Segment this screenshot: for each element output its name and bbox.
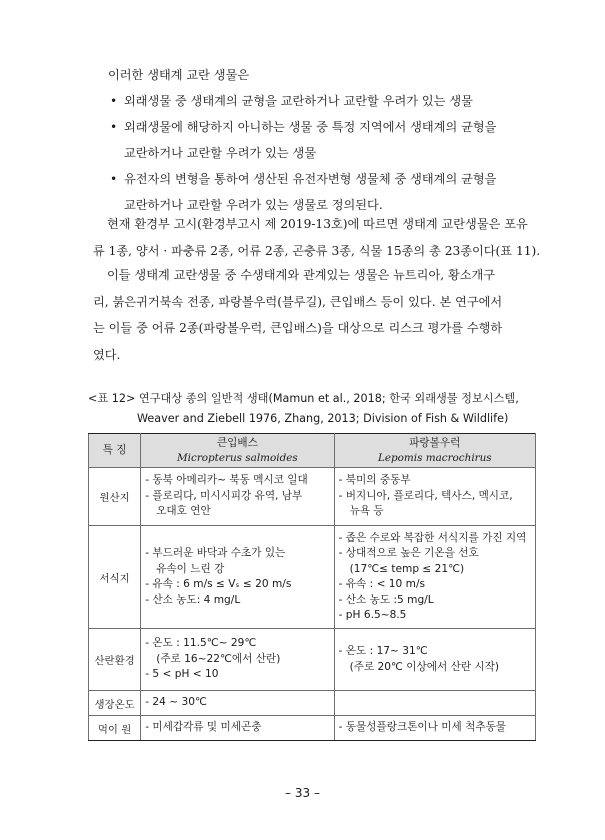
cell-line: - 동북 아메리카~ 북동 멕시코 일대: [145, 473, 329, 489]
cell-line: - 좁은 수로와 복잡한 서식지를 가진 지역: [339, 531, 531, 547]
table-row: [89, 629, 536, 691]
table-row: [89, 691, 536, 716]
cell-line: - 5 < pH < 10: [145, 667, 329, 683]
cell-line: (주로 20℃ 이상에서 산란 시작): [349, 660, 500, 673]
cell-species-1: [141, 526, 334, 629]
caption-line: <표 12> 연구대상 종의 일반적 생태(Mamun et al., 2018; 한국 외래생물 정보시스템,: [88, 392, 519, 405]
ecology-table: [88, 433, 536, 741]
cell-species-1: [141, 716, 334, 741]
cell-species-1: [141, 629, 334, 691]
cell-line: - 동물성플랑크톤이나 미세 척추동물: [339, 720, 531, 736]
cell-line: 뉴욕 등: [349, 505, 384, 518]
row-label: 원산지: [89, 468, 141, 526]
cell-line: (주로 16~22℃에서 산란): [156, 652, 281, 665]
row-label: 생장온도: [89, 691, 141, 716]
cell-species-2: [334, 629, 535, 691]
table-header-row: [89, 434, 536, 468]
cell-line: - 미세갑각류 및 미세곤충: [145, 720, 329, 736]
header-feature: 특 징: [89, 434, 141, 468]
caption-line: Weaver and Ziebell 1976, Zhang, 2013; Division of Fish & Wildlife): [137, 412, 509, 425]
definition-item: • 유전자의 변형을 통하여 생산된 유전자변형 생물체 중 생태계의 균형을 교란하거나 교란할 우려가 있는 생물로 정의된다.: [108, 166, 548, 218]
cell-line: - 플로리다, 미시시피강 유역, 남부: [145, 489, 329, 505]
bullet-icon: •: [110, 120, 118, 134]
cell-line: - 산소 농도: 4 mg/L: [145, 593, 329, 609]
cell-line: - 24 ~ 30℃: [145, 695, 329, 711]
header-species-1: 큰입배스 Micropterus salmoides: [141, 434, 334, 468]
header-species-2: 파랑볼우럭 Lepomis macrochirus: [334, 434, 535, 468]
table-row: [89, 716, 536, 741]
cell-line: 오대호 연안: [156, 505, 211, 518]
row-label: 먹이 원: [89, 716, 141, 741]
cell-line: - 유속 : < 10 m/s: [339, 577, 531, 593]
cell-line: - 버지니아, 플로리다, 텍사스, 멕시코,: [339, 489, 531, 505]
definition-item: • 외래생물에 해당하지 아니하는 생물 중 특정 지역에서 생태계의 균형을 교란하거나 교란할 우려가 있는 생물: [108, 114, 548, 166]
definition-list: [108, 88, 548, 218]
row-label: 산란환경: [89, 629, 141, 691]
cell-species-1: [141, 691, 334, 716]
cell-line: - pH 6.5~8.5: [339, 608, 531, 624]
paragraph-scope: 이들 생태계 교란생물 중 수생태계와 관계있는 생물은 뉴트리아, 황소개구 리, 붉은귀거북속 전종, 파랑볼우럭(블루길), 큰입배스 등이 있다. 본 연구에서 는 이들 중 어류 2종(파랑볼우럭, 큰입배스)을 대상으로 리스크 평가를 수행하 였다.: [93, 268, 503, 362]
table-caption: [88, 389, 548, 429]
cell-line: - 온도 : 17~ 31℃: [339, 644, 531, 660]
cell-line: - 부드러운 바닥과 수초가 있는: [145, 546, 329, 562]
cell-species-2: [334, 716, 535, 741]
cell-line: - 북미의 중동부: [339, 473, 531, 489]
table-row: [89, 526, 536, 629]
table-row: [89, 468, 536, 526]
bullet-icon: •: [110, 94, 118, 108]
bullet-icon: •: [110, 172, 118, 186]
row-label: 서식지: [89, 526, 141, 629]
paragraph-notice: 현재 환경부 고시(환경부고시 제 2019-13호)에 따르면 생태계 교란생물은 포유 류 1종, 양서 · 파충류 2종, 어류 2종, 곤충류 3종, 식물 15종의 총 23종이다(표 11).: [93, 217, 541, 258]
cell-line: - 유속 : 6 m/s ≤ Vₛ ≤ 20 m/s: [145, 577, 329, 593]
cell-species-2: [334, 468, 535, 526]
cell-species-2: [334, 691, 535, 716]
definition-item: • 외래생물 중 생태계의 균형을 교란하거나 교란할 우려가 있는 생물: [108, 88, 548, 114]
lead-sentence: 이러한 생태계 교란 생물은: [108, 68, 250, 82]
cell-line: (17℃≤ temp ≤ 21℃): [349, 562, 465, 575]
cell-line: - 온도 : 11.5℃~ 29℃: [145, 636, 329, 652]
cell-species-2: [334, 526, 535, 629]
cell-species-1: [141, 468, 334, 526]
page-number: – 33 –: [285, 786, 320, 800]
cell-line: - 상대적으로 높은 기온을 선호: [339, 546, 531, 562]
cell-line: - 산소 농도 :5 mg/L: [339, 593, 531, 609]
cell-line: 유속이 느린 강: [156, 562, 225, 575]
